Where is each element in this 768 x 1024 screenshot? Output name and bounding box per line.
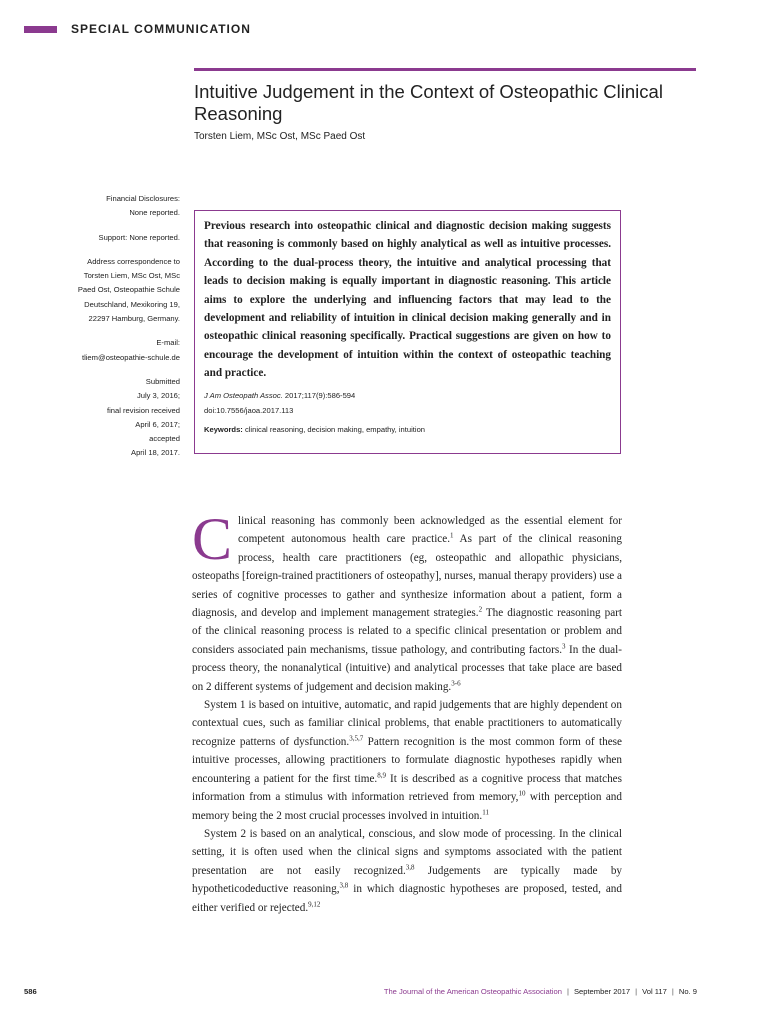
footer-number: No. 9 <box>678 987 697 996</box>
footer-issue-date: September 2017 <box>573 987 631 996</box>
submission-dates: Submitted July 3, 2016; final revision received April 6, 2017; accepted April 18, 2017. <box>106 376 180 458</box>
email-info: E-mail: tliem@osteopathie-schule.de <box>81 338 180 362</box>
keywords <box>204 425 611 434</box>
email-link[interactable]: tliem@osteopathie-schule.de <box>81 352 180 362</box>
article-sidebar <box>60 192 180 471</box>
abstract-box <box>194 210 621 454</box>
article-body <box>192 506 623 917</box>
section-label: SPECIAL COMMUNICATION <box>71 22 251 36</box>
reference-link[interactable]: 10 <box>518 789 526 798</box>
financial-disclosures: Financial Disclosures: None reported. <box>106 194 180 218</box>
footer-journal-info <box>384 987 697 996</box>
footer-volume: Vol 117 <box>642 987 667 996</box>
reference-link[interactable]: 3,8 <box>405 862 415 871</box>
reference-link[interactable]: 8,9 <box>377 770 386 779</box>
keywords-label: Keywords: <box>204 424 243 434</box>
title-rule <box>194 68 696 71</box>
section-color-bar <box>24 26 57 33</box>
correspondence-address: Address correspondence to Torsten Liem, MSc Ost, MSc Paed Ost, Osteopathie Schule Deutschland, Mexikoring 19, 22297 Hamburg, Germany. <box>77 256 180 324</box>
drop-cap: C <box>192 506 233 572</box>
citation <box>204 388 611 418</box>
reference-link[interactable]: 9,12 <box>308 899 321 908</box>
reference-link[interactable]: 3,8 <box>339 881 349 890</box>
citation-volume: 2017;117(9):586-594 <box>282 390 356 400</box>
reference-link[interactable]: 1 <box>450 531 454 540</box>
reference-link[interactable]: 3-6 <box>451 678 461 687</box>
doi-link[interactable]: doi:10.7556/jaoa.2017.113 <box>204 405 294 415</box>
abstract-text: Previous research into osteopathic clinical and diagnostic decision making suggests that reasoning is commonly based on highly analytical as well as intuitive processes. According to the dual-process theory, the intuitive and analytical processing that leads to decision making is equally important in diagnostic reasoning. This article aims to explore the underlying and influencing factors that may lead to the development and reliability of intuition in clinical decision making generally and in osteopathic clinical reasoning specifically. Practical suggestions are given on how to encourage the development of intuition within the context of osteopathic teaching and practice. <box>204 220 611 380</box>
support-note: Support: None reported. <box>98 232 180 242</box>
footer-separator: | <box>566 987 569 996</box>
reference-link[interactable]: 3 <box>562 642 566 651</box>
body-paragraph-3: System 2 is based on an analytical, conscious, and slow mode of processing. In the clinical setting, it is often used when the clinical signs and symptoms associated with the patient presentation are not easily recognized.$^{3,8}$ Judgements are typically made by hypotheticodeductive reasoning,$^{3,8}$ in which diagnostic hypotheses are proposed, tested, and either verified or rejected.$^{9,12}$ <box>192 827 623 914</box>
article-title: Intuitive Judgement in the Context of Osteopathic Clinical Reasoning <box>194 81 663 124</box>
footer-journal-name: The Journal of the American Osteopathic Association <box>383 987 562 996</box>
reference-link[interactable]: 11 <box>482 807 489 816</box>
reference-link[interactable]: 2 <box>478 605 483 614</box>
article-author: Torsten Liem, MSc Ost, MSc Paed Ost <box>194 131 366 142</box>
reference-link[interactable]: 3,5,7 <box>349 734 364 743</box>
footer-separator: | <box>671 987 674 996</box>
body-paragraph-1: Clinical reasoning has commonly been acknowledged as the essential element for competent autonomous health care practice.$^1$ As part of the clinical reasoning process, health care practitioners (eg, osteopathic and allopathic physicians, osteopaths [foreign-trained practitioners of osteopathy], nurses, manual therapy providers) use a series of cognitive processes to gather and synthesize information about a patient, form a diagnosis, and develop and implement management strategies.$^2$ The diagnostic reasoning part of the clinical reasoning process is related to a specific clinical presentation or problem and considers associated pain mechanisms, tissue pathology, and contributing factors.$^3$ In the dual-process theory, the nonanalytical (intuitive) and analytical processes that take place are based on 2 different systems of judgement and decision making.$^{3-6}$ <box>192 506 622 693</box>
keywords-list: clinical reasoning, decision making, empathy, intuition <box>242 424 426 434</box>
footer-separator: | <box>635 987 638 996</box>
body-paragraph-2: System 1 is based on intuitive, automatic, and rapid judgements that are highly dependent on contextual cues, such as familiar clinical problems, that enable practitioners to automatically recognize patterns of dysfunction.$^{3,5,7}$ Pattern recognition is the most common form of these intuitive processes, allowing practitioners to formulate diagnostic hypotheses rapidly when encountering a patient for the first time.$^{8,9}$ It is described as a cognitive process that matches information from a stimulus with information retrieved from memory,$^{10}$ with perception and memory being the 2 most crucial processes involved in intuition.$^{11}$ <box>192 699 622 822</box>
citation-journal: J Am Osteopath Assoc. <box>204 390 283 400</box>
page-number: 586 <box>24 987 37 996</box>
